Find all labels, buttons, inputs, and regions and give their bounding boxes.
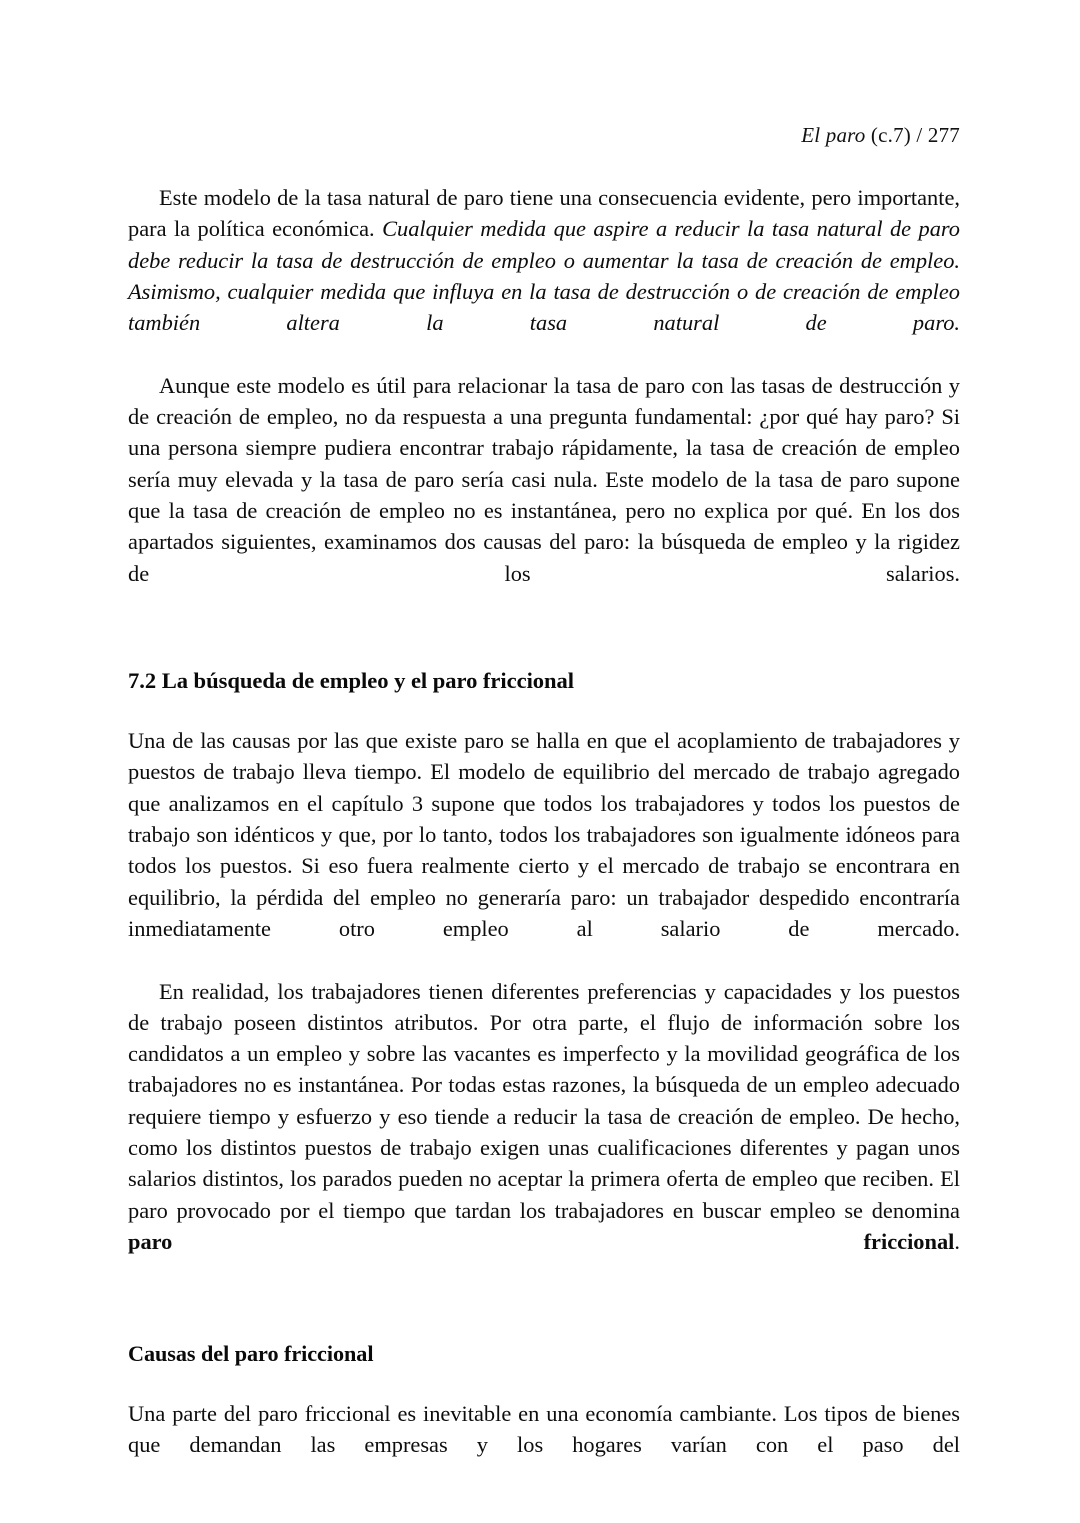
paragraph-1 (128, 182, 960, 370)
running-header-reference: (c.7) / 277 (865, 123, 960, 147)
running-header-title: El paro (801, 123, 866, 147)
spacer-before-subsection-heading (128, 1289, 960, 1339)
spacer-before-section-heading (128, 620, 960, 666)
paragraph-4-before-term: En realidad, los trabajadores tienen diferentes preferencias y capacidades y los puestos de trabajo poseen distintos atributos. Por otra parte, el flujo de información sobre los candidatos a un empleo y sobre las vacantes es imperfecto y la movilidad geográfica de los trabajadores no es instantánea. Por todas estas razones, la búsqueda de un empleo adecuado requiere tiempo y esfuerzo y eso tiende a reducir la tasa de creación de empleo. De hecho, como los distintos puestos de trabajo exigen unas cualificaciones diferentes y pagan unos salarios distintos, los parados pueden no aceptar la primera oferta de empleo que reciben. El paro provocado por el tiempo que tardan los trabajadores en buscar empleo se denomina (128, 978, 960, 1223)
page-text-block (128, 182, 960, 1491)
spacer-after-section-heading (128, 696, 960, 725)
paragraph-5: Una parte del paro friccional es inevitable en una economía cambiante. Los tipos de bienes que demandan las empresas y los hogares varían con el paso del (128, 1400, 960, 1457)
section-heading-7-2: 7.2 La búsqueda de empleo y el paro friccional (128, 668, 575, 694)
paragraph-1-plain: Este modelo de la tasa natural de paro tiene una consecuencia evidente, pero importante, para la política económica. (128, 185, 960, 242)
subsection-heading-causas: Causas del paro friccional (128, 1340, 374, 1366)
paragraph-4-bold-term: paro friccional (128, 1228, 955, 1254)
running-header (128, 122, 960, 148)
paragraph-4-after-term: . (954, 1228, 960, 1254)
paragraph-2: Aunque este modelo es útil para relacionar la tasa de paro con las tasas de destrucción y de creación de empleo, no da respuesta a una pregunta fundamental: ¿por qué hay paro? Si una persona siempre pudiera encontrar trabajo rápidamente, la tasa de creación de empleo sería muy elevada y la tasa de paro sería casi nula. Este modelo de la tasa de paro supone que la tasa de creación de empleo no es instantánea, pero no explica por qué. En los dos apartados siguientes, examinamos dos causas del paro: la búsqueda de empleo y la rigidez de los salarios. (128, 372, 960, 586)
paragraph-3: Una de las causas por las que existe paro se halla en que el acoplamiento de trabajadores y puestos de trabajo lleva tiempo. El modelo de equilibrio del mercado de trabajo agregado que analizamos en el capítulo 3 supone que todos los trabajadores y todos los puestos de trabajo son idénticos y que, por lo tanto, todos los trabajadores son igualmente idóneos para todos los puestos. Si eso fuera realmente cierto y el mercado de trabajo se encontrara en equilibrio, la pérdida del empleo no generaría paro: un trabajador despedido encontraría inmediatamente otro empleo al salario de mercado. (128, 728, 960, 941)
paragraph-4 (128, 976, 960, 1289)
spacer-after-subsection-heading (128, 1369, 960, 1398)
paragraph-1-italic: Cualquier medida que aspire a reducir la tasa natural de paro debe reducir la tasa de destrucción de empleo o aumentar la tasa de creación de empleo. Asimismo, cualquier medida que influya en la tasa de destrucción o de creación de empleo también altera la tasa natural de paro. (128, 216, 960, 336)
